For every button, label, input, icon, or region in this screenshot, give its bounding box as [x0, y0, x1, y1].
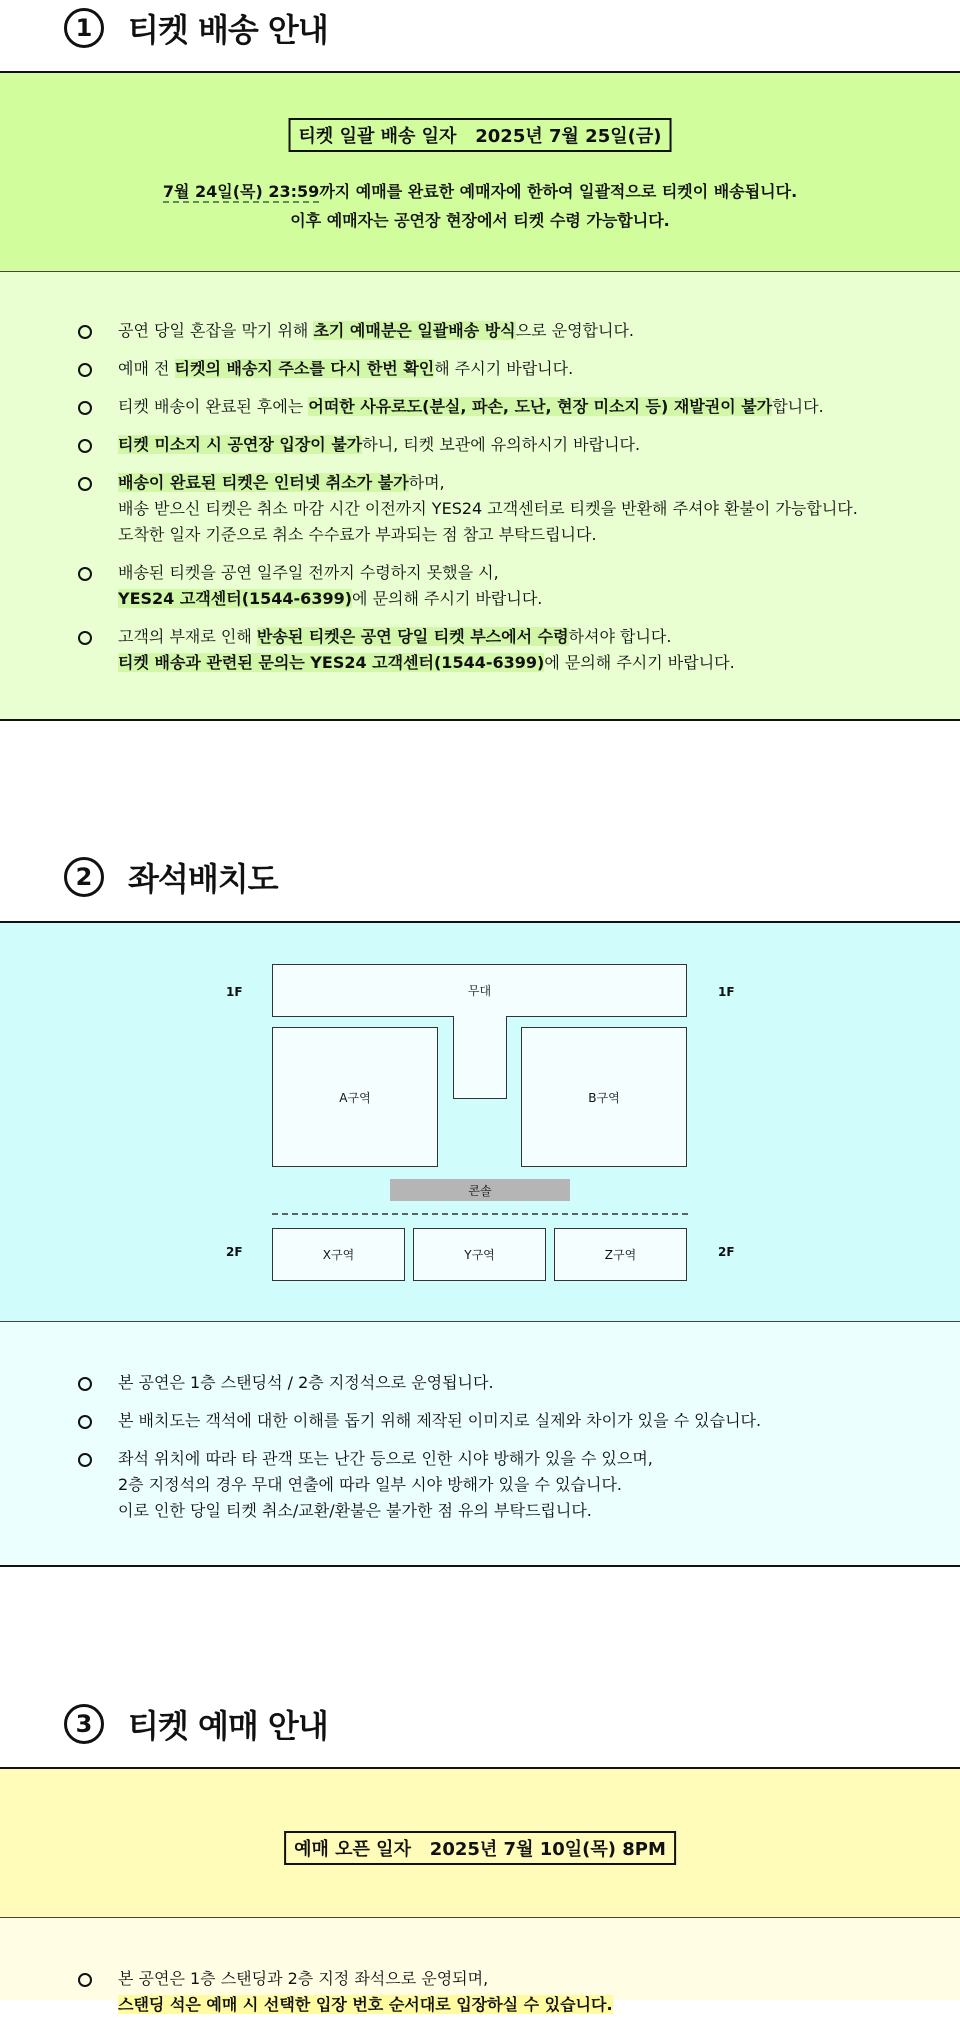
section1-notice-band: [0, 271, 960, 721]
bullet-circle: [78, 567, 92, 581]
item-text: 합니다.: [772, 397, 824, 416]
section2-number: 2: [64, 857, 104, 897]
item-text: 배송된 티켓을 공연 일주일 전까지 수령하지 못했을 시,: [118, 563, 499, 582]
item-text: 하니, 티켓 보관에 유의하시기 바랍니다.: [362, 435, 641, 454]
section3-highlight-band: [0, 1767, 960, 1917]
delivery-date-box: [289, 118, 672, 152]
section1-number: 1: [64, 8, 104, 48]
stage-label: 무대: [467, 983, 492, 998]
section3-heading: [64, 1700, 328, 1748]
section1-highlight-band: [0, 71, 960, 271]
section3-title: 티켓 예매 안내: [128, 1707, 328, 1745]
list-item: [78, 1970, 613, 2018]
delivery-notice-line1: [0, 179, 960, 202]
item-text: 배송 받으신 티켓은 취소 마감 시간 이전까지 YES24 고객센터로 티켓을 반환해 주셔야 환불이 가능합니다.: [118, 499, 858, 518]
seat-map-band: [0, 921, 960, 1321]
console: 콘솔: [390, 1179, 570, 1201]
zone-y[interactable]: Y구역: [413, 1228, 546, 1281]
item-text: 2층 지정석의 경우 무대 연출에 따라 일부 시야 방해가 있을 수 있습니다.: [118, 1475, 622, 1494]
section1-heading: [64, 4, 328, 52]
bullet-circle: [78, 1973, 92, 1987]
open-date-label: 예매 오픈 일자: [294, 1839, 411, 1860]
bullet-circle: [78, 401, 92, 415]
section2-notice-band: [0, 1321, 960, 1567]
item-text: 본 공연은 1층 스탠딩석 / 2층 지정석으로 운영됩니다.: [118, 1373, 494, 1392]
delivery-date-value: 2025년 7월 25일(금): [475, 126, 662, 147]
item-text: 본 배치도는 객석에 대한 이해를 돕기 위해 제작된 이미지로 실제와 차이가 있을 수 있습니다.: [118, 1411, 762, 1430]
open-date-value: 2025년 7월 10일(목) 8PM: [429, 1839, 666, 1860]
item-highlight: 초기 예매분은 일괄배송 방식: [313, 321, 516, 340]
item-text: 티켓 배송이 완료된 후에는: [118, 397, 309, 416]
item-highlight: 티켓 배송과 관련된 문의는 YES24 고객센터(1544-6399): [118, 653, 545, 672]
list-item: [78, 628, 735, 676]
item-text: 예매 전: [118, 359, 175, 378]
floor-label-1f-right: 1F: [718, 985, 735, 999]
section3-number: 3: [64, 1704, 104, 1744]
item-text: 도착한 일자 기준으로 취소 수수료가 부과되는 점 참고 부탁드립니다.: [118, 525, 597, 544]
bullet-circle: [78, 1453, 92, 1467]
item-text: 이로 인한 당일 티켓 취소/교환/환불은 불가한 점 유의 부탁드립니다.: [118, 1501, 592, 1520]
list-item: [78, 564, 542, 612]
floor-label-2f-left: 2F: [226, 1245, 243, 1259]
item-text: 에 문의해 주시기 바랍니다.: [544, 653, 735, 672]
deadline-rest: 까지 예매를 완료한 예매자에 한하여 일괄적으로 티켓이 배송됩니다.: [319, 182, 798, 201]
list-item: [78, 398, 824, 420]
seat-map: [0, 923, 960, 1323]
item-highlight: 티켓의 배송지 주소를 다시 한번 확인: [174, 359, 435, 378]
item-text: 고객의 부재로 인해: [118, 627, 257, 646]
bullet-circle: [78, 1377, 92, 1391]
item-highlight: 티켓 미소지 시 공연장 입장이 불가: [118, 435, 363, 454]
section2-heading: [64, 853, 278, 901]
zone-a[interactable]: A구역: [272, 1027, 438, 1167]
item-highlight: 반송된 티켓은 공연 당일 티켓 부스에서 수령: [256, 627, 569, 646]
list-item: [78, 1412, 761, 1434]
item-text: 하셔야 합니다.: [568, 627, 672, 646]
item-text: 에 문의해 주시기 바랍니다.: [352, 589, 543, 608]
item-text: 하며,: [408, 473, 445, 492]
bullet-circle: [78, 1415, 92, 1429]
list-item: [78, 360, 573, 382]
floor-label-1f-left: 1F: [226, 985, 243, 999]
bullet-circle: [78, 439, 92, 453]
section2-title: 좌석배치도: [128, 860, 278, 898]
delivery-date-label: 티켓 일괄 배송 일자: [298, 126, 457, 147]
open-date-box: [284, 1831, 676, 1865]
list-item: [78, 1374, 494, 1396]
zone-b[interactable]: B구역: [521, 1027, 687, 1167]
item-text: 공연 당일 혼잡을 막기 위해: [118, 321, 314, 340]
deadline-date: 7월 24일(목) 23:59: [162, 182, 320, 201]
item-text: 해 주시기 바랍니다.: [434, 359, 574, 378]
floor-label-2f-right: 2F: [718, 1245, 735, 1259]
item-text: 본 공연은 1층 스탠딩과 2층 지정 좌석으로 운영되며,: [118, 1969, 489, 1988]
bullet-circle: [78, 631, 92, 645]
bullet-circle: [78, 325, 92, 339]
zone-z[interactable]: Z구역: [554, 1228, 687, 1281]
delivery-notice-line2: 이후 예매자는 공연장 현장에서 티켓 수령 가능합니다.: [290, 211, 670, 230]
bullet-circle: [78, 363, 92, 377]
list-item: [78, 436, 640, 458]
list-item: [78, 474, 858, 548]
bullet-circle: [78, 477, 92, 491]
list-item: [78, 1450, 653, 1524]
item-highlight: 스탠딩 석은 예매 시 선택한 입장 번호 순서대로 입장하실 수 있습니다.: [118, 1995, 613, 2014]
item-text: 좌석 위치에 따라 타 관객 또는 난간 등으로 인한 시야 방해가 있을 수 있으며,: [118, 1449, 653, 1468]
item-highlight: YES24 고객센터(1544-6399): [118, 589, 353, 608]
list-item: [78, 322, 634, 344]
zone-x[interactable]: X구역: [272, 1228, 405, 1281]
section1-title: 티켓 배송 안내: [128, 11, 328, 49]
item-highlight: 어떠한 사유로도(분실, 파손, 도난, 현장 미소지 등) 재발권이 불가: [308, 397, 773, 416]
section3-notice-band: [0, 1917, 960, 2014]
item-highlight: 배송이 완료된 티켓은 인터넷 취소가 불가: [118, 473, 409, 492]
item-text: 으로 운영합니다.: [515, 321, 635, 340]
